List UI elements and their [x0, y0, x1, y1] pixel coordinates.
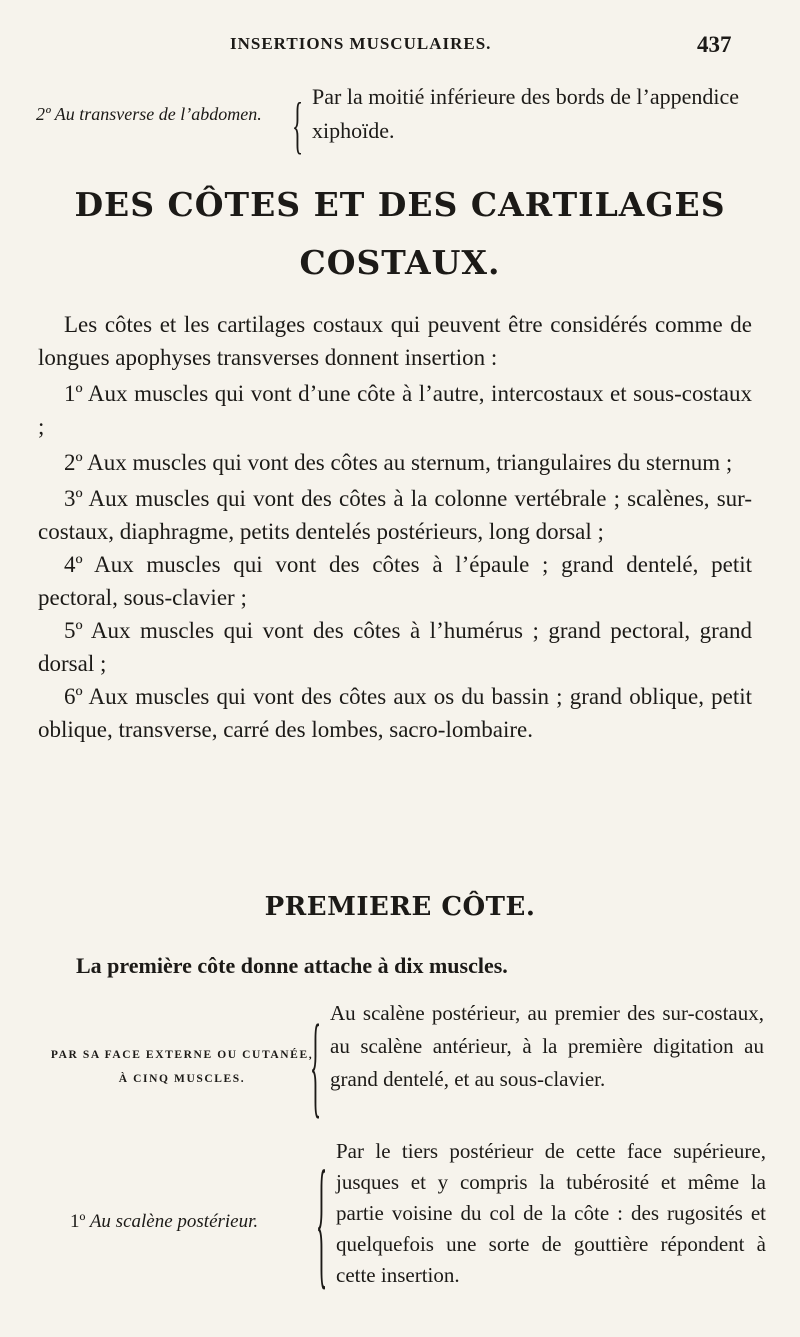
list-item: 4º Aux muscles qui vont des côtes à l’épaule ; grand dentelé, petit pectoral, sous-clavier ; — [38, 552, 752, 610]
chapter-title: DES CÔTES ET DES CARTILAGES COSTAUX. — [74, 185, 726, 282]
top-entry — [0, 80, 800, 160]
external-face-brace: { — [310, 999, 322, 1129]
running-head — [0, 34, 800, 60]
scalene-brace: { — [316, 1138, 328, 1303]
running-title: INSERTIONS MUSCULAIRES. — [230, 34, 492, 53]
external-face-label: PAR SA FACE EXTERNE OU CUTANÉE, À CINQ MUSCLES. — [50, 1049, 314, 1085]
page-number: 437 — [697, 32, 732, 57]
external-face-description: Au scalène postérieur, au premier des sur-costaux, au scalène antérieur, à la première digitation au grand dentelé, et au sous-clavier. — [330, 1001, 764, 1091]
intro-paragraph: Les côtes et les cartilages costaux qui peuvent être considérés comme de longues apophyses transverses donnent insertion : — [38, 312, 752, 370]
list-item: 1º Aux muscles qui vont d’une côte à l’autre, intercostaux et sous-costaux ; — [38, 381, 752, 439]
scalene-number: 1º — [70, 1211, 86, 1232]
list-item: 6º Aux muscles qui vont des côtes aux os du bassin ; grand oblique, petit oblique, transverse, carré des lombes, sacro-lombaire. — [38, 684, 752, 742]
list-item: 2º Aux muscles qui vont des côtes au sternum, triangulaires du sternum ; — [64, 450, 733, 475]
insertion-list — [38, 377, 752, 746]
scalene-name: Au scalène postérieur. — [89, 1211, 259, 1232]
list-item: 5º Aux muscles qui vont des côtes à l’humérus ; grand pectoral, grand dorsal ; — [38, 618, 752, 676]
scalene-entry — [0, 1136, 800, 1306]
top-entry-label: 2º Au transverse de l’abdomen. — [36, 104, 262, 124]
list-item: 3º Aux muscles qui vont des côtes à la colonne vertébrale ; scalènes, sur-costaux, diaphragme, petits dentelés postérieurs, long dorsal ; — [38, 486, 752, 544]
section-intro: La première côte donne attache à dix muscles. — [76, 953, 508, 978]
scalene-description: Par le tiers postérieur de cette face supérieure, jusques et y compris la tubérosité et même la partie voisine du col de la côte : des rugosités et quelquefois une sorte de gouttière répondent à cette insertion. — [336, 1139, 766, 1287]
section-title: PREMIERE CÔTE. — [264, 892, 536, 922]
external-face-entry — [0, 997, 800, 1129]
top-entry-description: Par la moitié inférieure des bords de l’appendice xiphoïde. — [312, 84, 740, 143]
top-entry-brace: { — [292, 88, 304, 161]
scalene-label — [70, 1211, 258, 1233]
